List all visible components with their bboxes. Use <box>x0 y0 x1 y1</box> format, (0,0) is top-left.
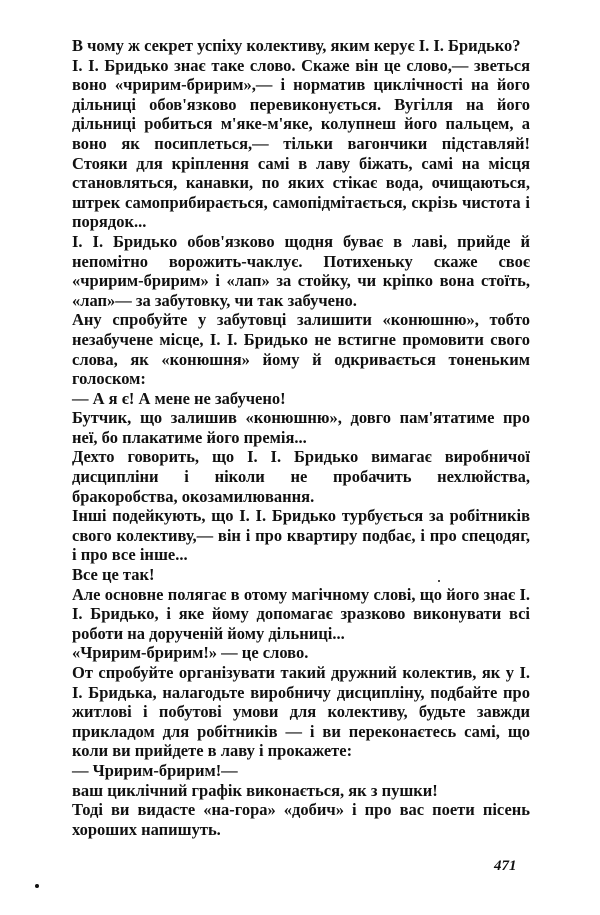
paragraph-10: Але основне полягає в отому магічному слові, що його знає І. І. Бридько, і яке йому допомагає зразково виконувати всі роботи на дорученій йому дільниці... <box>72 584 530 643</box>
print-speck-small <box>438 580 440 582</box>
paragraph-4: Ану спробуйте у забутовці залишити «конюшню», тобто незабучене місце, І. І. Бридько не встигне промовити свого слова, як «конюшня» йому й одкривається тоненьким голоском: <box>72 310 530 389</box>
paragraph-7: Дехто говорить, що І. І. Бридько вимагає виробничої дисципліни і ніколи не пробачить нехлюйства, бракоробства, окозамилювання. <box>72 447 530 506</box>
paragraph-14: ваш циклічний графік виконається, як з пушки! <box>72 780 438 800</box>
paragraph-12: От спробуйте організувати такий дружний колектив, як у І. І. Бридька, налагодьте виробничу дисципліну, подбайте про житлові і побутові умови для колективу, будьте завжди прикладом для робітників — і ви переконаєтесь самі, що коли ви прийдете в лаву і прокажете: <box>72 663 530 761</box>
paragraph-15: Тоді ви видасте «на-гора» «добич» і про вас поети пісень хороших напишуть. <box>72 800 530 839</box>
paragraph-1: В чому ж секрет успіху колективу, яким керує І. І. Бридько? <box>72 36 521 55</box>
paragraph-3: І. І. Бридько обов'язково щодня буває в лаві, прийде й непомітно ворожить-чаклує. Потихеньку скаже своє «чририм-бририм» і «лап» за стойку, чи кріпко вона стоїть, «лап»— за забутовку, чи так забучено. <box>72 231 530 310</box>
paragraph-8: Інші подейкують, що І. І. Бридько турбується за робітників свого колективу,— він і про квартиру подбає, і про спецодяг, і про все інше... <box>72 506 530 565</box>
paragraph-13: — Чририм-бририм!— <box>72 760 238 780</box>
paragraph-9: Все це так! <box>72 565 155 585</box>
print-speck <box>35 884 39 888</box>
page-number: 471 <box>494 858 517 874</box>
paragraph-5: — А я є! А мене не забучено! <box>72 388 286 408</box>
paragraph-2: І. І. Бридько знає таке слово. Скаже він це слово,— зветься воно «чририм-бририм»,— і норматив циклічності на його дільниці обов'язково перевиконується. Вугілля на його дільниці робиться м'яке-м'яке, колупнеш його пальцем, а воно як посиплеться,— тільки вагончики підставляй! Стояки для кріплення самі в лаву біжать, самі на місця становляться, канавки, по яких стікає вода, очищаються, штрек самоприбирається, самопідмітається, скрізь чистота і порядок... <box>72 55 530 232</box>
paragraph-11: «Чририм-бририм!» — це слово. <box>72 643 309 663</box>
body-text <box>72 36 530 839</box>
paragraph-6: Бутчик, що залишив «конюшню», довго пам'ятатиме про неї, бо плакатиме його премія... <box>72 408 530 447</box>
